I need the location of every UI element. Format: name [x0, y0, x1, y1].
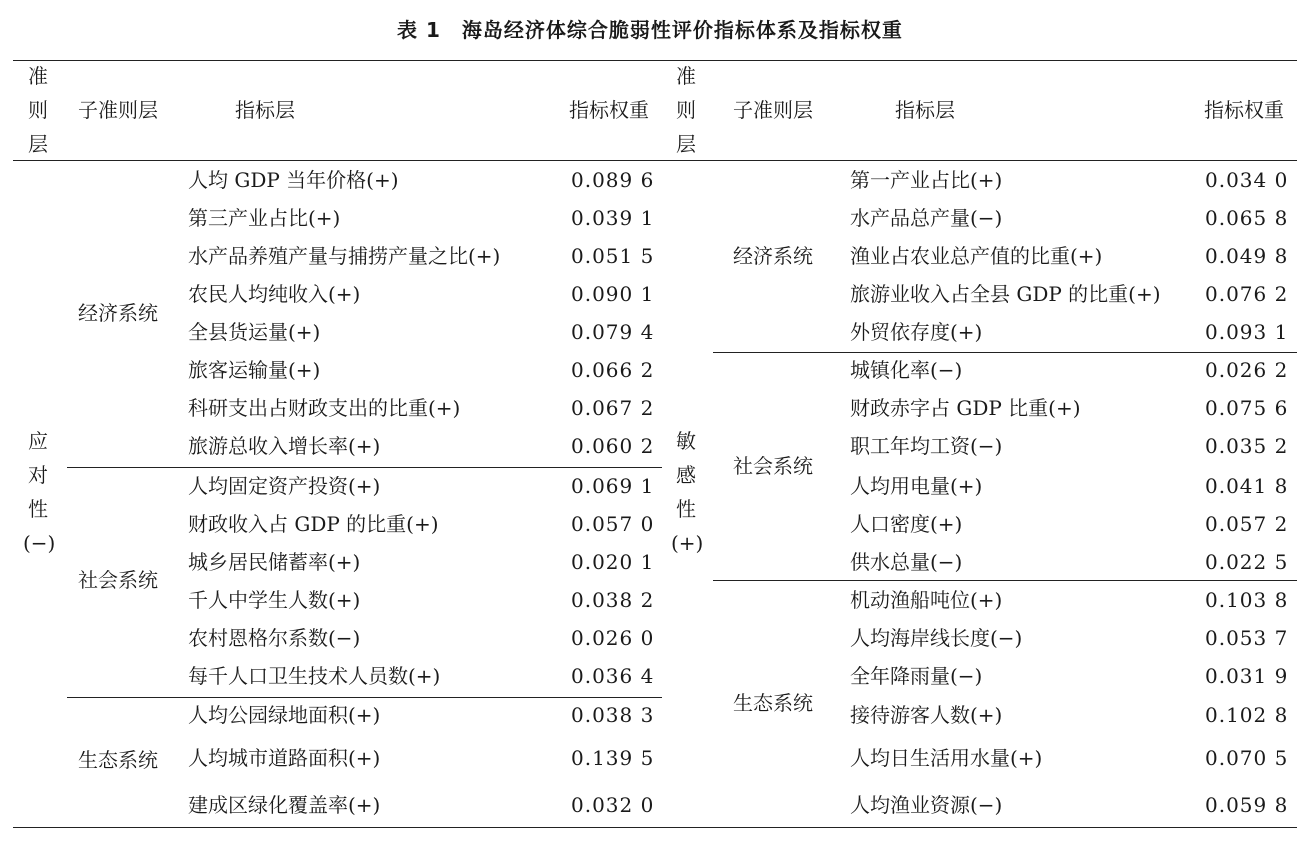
left-weight-cell: 0.051 5	[571, 244, 655, 268]
left-header-weight: 指标权重	[569, 98, 649, 122]
left-group-divider	[67, 697, 662, 698]
left-indicator-cell: 财政收入占 GDP 的比重(+)	[188, 512, 439, 536]
left-weight-cell: 0.038 3	[571, 703, 655, 727]
right-indicator-cell: 职工年均工资(−)	[850, 434, 1003, 458]
left-criterion-label-char: 对	[28, 463, 48, 487]
left-indicator-cell: 人均城市道路面积(+)	[188, 746, 381, 770]
right-header-criterion-char: 层	[676, 132, 696, 156]
left-indicator-cell: 科研支出占财政支出的比重(+)	[188, 396, 461, 420]
right-indicator-cell: 财政赤字占 GDP 比重(+)	[850, 396, 1081, 420]
header-rule	[13, 160, 1297, 161]
right-weight-cell: 0.102 8	[1205, 703, 1289, 727]
right-weight-cell: 0.070 5	[1205, 746, 1289, 770]
right-criterion-label-char: 感	[676, 463, 696, 487]
left-criterion-label-char: (−)	[23, 531, 56, 555]
left-indicator-cell: 城乡居民储蓄率(+)	[188, 550, 361, 574]
left-indicator-cell: 人均 GDP 当年价格(+)	[188, 168, 399, 192]
left-weight-cell: 0.139 5	[571, 746, 655, 770]
right-header-criterion-char: 则	[676, 98, 696, 122]
left-header-criterion-char: 准	[28, 64, 48, 88]
right-weight-cell: 0.075 6	[1205, 396, 1289, 420]
right-weight-cell: 0.041 8	[1205, 474, 1289, 498]
right-weight-cell: 0.034 0	[1205, 168, 1289, 192]
right-header-criterion	[671, 59, 701, 161]
right-indicator-cell: 城镇化率(−)	[850, 358, 963, 382]
right-indicator-cell: 外贸依存度(+)	[850, 320, 983, 344]
right-criterion-label-char: (+)	[671, 531, 704, 555]
left-indicator-cell: 全县货运量(+)	[188, 320, 321, 344]
right-header-criterion-char: 准	[676, 64, 696, 88]
left-indicator-cell: 旅客运输量(+)	[188, 358, 321, 382]
right-indicator-cell: 水产品总产量(−)	[850, 206, 1003, 230]
right-indicator-cell: 全年降雨量(−)	[850, 664, 983, 688]
right-indicator-cell: 第一产业占比(+)	[850, 168, 1003, 192]
right-indicator-cell: 接待游客人数(+)	[850, 703, 1003, 727]
left-weight-cell: 0.032 0	[571, 793, 655, 817]
left-weight-cell: 0.066 2	[571, 358, 655, 382]
left-header-indicator: 指标层	[235, 98, 295, 122]
left-group-name: 社会系统	[78, 568, 158, 592]
left-weight-cell: 0.089 6	[571, 168, 655, 192]
left-weight-cell: 0.038 2	[571, 588, 655, 612]
left-weight-cell: 0.036 4	[571, 664, 655, 688]
left-weight-cell: 0.026 0	[571, 626, 655, 650]
right-weight-cell: 0.053 7	[1205, 626, 1289, 650]
left-weight-cell: 0.069 1	[571, 474, 655, 498]
left-header-criterion-char: 则	[28, 98, 48, 122]
right-weight-cell: 0.059 8	[1205, 793, 1289, 817]
right-group-name: 经济系统	[733, 244, 813, 268]
right-weight-cell: 0.103 8	[1205, 588, 1289, 612]
left-indicator-cell: 每千人口卫生技术人员数(+)	[188, 664, 441, 688]
right-weight-cell: 0.022 5	[1205, 550, 1289, 574]
left-indicator-cell: 人均固定资产投资(+)	[188, 474, 381, 498]
right-header-indicator: 指标层	[895, 98, 955, 122]
left-criterion-label-char: 应	[28, 429, 48, 453]
left-criterion-label	[23, 424, 56, 560]
left-indicator-cell: 水产品养殖产量与捕捞产量之比(+)	[188, 244, 501, 268]
right-weight-cell: 0.065 8	[1205, 206, 1289, 230]
bottom-rule	[13, 827, 1297, 828]
left-indicator-cell: 旅游总收入增长率(+)	[188, 434, 381, 458]
left-group-name: 生态系统	[78, 748, 158, 772]
right-indicator-cell: 人均海岸线长度(−)	[850, 626, 1023, 650]
left-indicator-cell: 农村恩格尔系数(−)	[188, 626, 361, 650]
right-header-weight: 指标权重	[1204, 98, 1284, 122]
left-group-name: 经济系统	[78, 301, 158, 325]
right-criterion-label	[671, 424, 704, 560]
left-weight-cell: 0.060 2	[571, 434, 655, 458]
left-group-divider	[67, 467, 662, 468]
right-criterion-label-char: 性	[676, 497, 696, 521]
left-weight-cell: 0.057 0	[571, 512, 655, 536]
right-group-divider	[713, 352, 1297, 353]
left-indicator-cell: 人均公园绿地面积(+)	[188, 703, 381, 727]
left-weight-cell: 0.090 1	[571, 282, 655, 306]
right-group-name: 生态系统	[733, 691, 813, 715]
right-indicator-cell: 供水总量(−)	[850, 550, 963, 574]
top-rule	[13, 60, 1297, 61]
right-header-sub: 子准则层	[733, 98, 813, 122]
left-indicator-cell: 千人中学生人数(+)	[188, 588, 361, 612]
right-indicator-cell: 人均用电量(+)	[850, 474, 983, 498]
right-criterion-label-char: 敏	[676, 429, 696, 453]
right-weight-cell: 0.031 9	[1205, 664, 1289, 688]
left-header-criterion-char: 层	[28, 132, 48, 156]
right-group-divider	[713, 580, 1297, 581]
right-indicator-cell: 人均日生活用水量(+)	[850, 746, 1043, 770]
right-indicator-cell: 人均渔业资源(−)	[850, 793, 1003, 817]
right-indicator-cell: 旅游业收入占全县 GDP 的比重(+)	[850, 282, 1161, 306]
right-weight-cell: 0.093 1	[1205, 320, 1289, 344]
left-criterion-label-char: 性	[28, 497, 48, 521]
left-indicator-cell: 农民人均纯收入(+)	[188, 282, 361, 306]
left-weight-cell: 0.079 4	[571, 320, 655, 344]
left-weight-cell: 0.020 1	[571, 550, 655, 574]
left-header-criterion	[23, 59, 53, 161]
right-indicator-cell: 人口密度(+)	[850, 512, 963, 536]
right-weight-cell: 0.049 8	[1205, 244, 1289, 268]
right-indicator-cell: 机动渔船吨位(+)	[850, 588, 1003, 612]
right-weight-cell: 0.026 2	[1205, 358, 1289, 382]
right-indicator-cell: 渔业占农业总产值的比重(+)	[850, 244, 1103, 268]
table-caption: 表 1 海岛经济体综合脆弱性评价指标体系及指标权重	[397, 18, 903, 42]
right-weight-cell: 0.057 2	[1205, 512, 1289, 536]
right-weight-cell: 0.035 2	[1205, 434, 1289, 458]
right-weight-cell: 0.076 2	[1205, 282, 1289, 306]
left-weight-cell: 0.039 1	[571, 206, 655, 230]
left-header-sub: 子准则层	[78, 98, 158, 122]
left-weight-cell: 0.067 2	[571, 396, 655, 420]
left-indicator-cell: 第三产业占比(+)	[188, 206, 341, 230]
right-group-name: 社会系统	[733, 454, 813, 478]
left-indicator-cell: 建成区绿化覆盖率(+)	[188, 793, 381, 817]
